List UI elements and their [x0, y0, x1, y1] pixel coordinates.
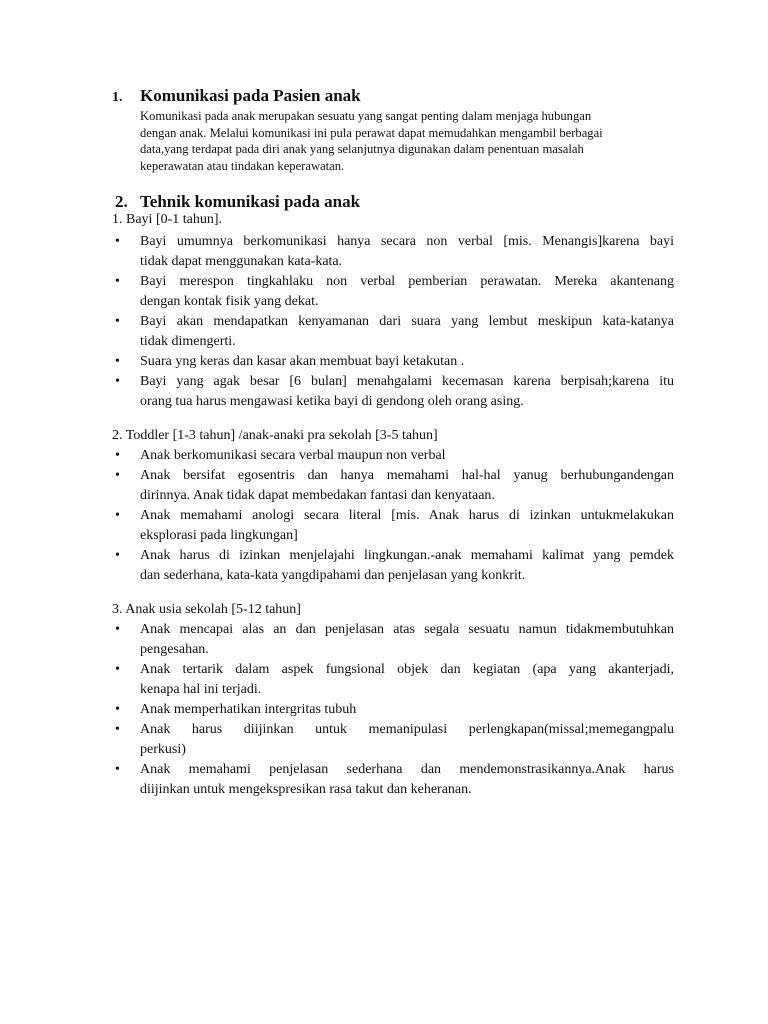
list-item-line: dirinnya. Anak tidak dapat membedakan fantasi dan kenyataan. — [140, 488, 495, 503]
list-item-line: tidak dapat menggunakan kata-kata. — [140, 254, 343, 269]
bullet-icon: • — [115, 354, 120, 369]
section-1-paragraph — [140, 108, 680, 174]
bullet-icon: • — [115, 508, 120, 523]
list-usia-sekolah — [112, 620, 674, 800]
group-heading-toddler: 2. Toddler [1-3 tahun] /anak-anaki pra sekolah [3-5 tahun] — [112, 428, 438, 443]
list-item — [112, 760, 674, 800]
bullet-icon: • — [115, 448, 120, 463]
list-item-line: Anak harus di izinkan menjelajahi lingkungan.-anak memahami kalimat yang pemdek — [140, 548, 674, 563]
bullet-icon: • — [115, 314, 120, 329]
list-item-line: dan sederhana, kata-kata yangdipahami dan penjelasan yang konkrit. — [140, 568, 526, 583]
group-heading-bayi: 1. Bayi [0-1 tahun]. — [112, 212, 223, 227]
list-item-line: Anak tertarik dalam aspek fungsional objek dan kegiatan (apa yang akanterjadi, — [140, 662, 674, 677]
list-item — [112, 312, 674, 352]
list-item-line: pengesahan. — [140, 642, 209, 657]
list-item-line: eksplorasi pada lingkungan] — [140, 528, 298, 543]
list-item-line: Bayi umumnya berkomunikasi hanya secara non verbal [mis. Menangis]karena bayi — [140, 234, 674, 249]
list-item-line: tidak dimengerti. — [140, 334, 236, 349]
list-item — [112, 506, 674, 546]
paragraph-line: dengan anak. Melalui komunikasi ini pula perawat dapat memudahkan mengambil berbagai — [140, 125, 603, 140]
list-item-line: Anak mencapai alas an dan penjelasan atas segala sesuatu namun tidakmembutuhkan — [140, 622, 674, 637]
list-item-line: diijinkan untuk mengekspresikan rasa takut dan keheranan. — [140, 782, 472, 797]
list-item-line: Bayi yang agak besar [6 bulan] menahgalami kecemasan karena berpisah;karena itu — [140, 374, 674, 389]
list-toddler — [112, 446, 674, 586]
group-heading-usia-sekolah: 3. Anak usia sekolah [5-12 tahun] — [112, 602, 301, 617]
list-item-line: Anak memahami penjelasan sederhana dan mendemonstrasikannya.Anak harus — [140, 762, 674, 777]
section-1-title: Komunikasi pada Pasien anak — [140, 86, 361, 105]
section-1-number: 1. — [112, 90, 123, 105]
bullet-icon: • — [115, 702, 120, 717]
list-item-line: Bayi merespon tingkahlaku non verbal pemberian perawatan. Mereka akantenang — [140, 274, 674, 289]
bullet-icon: • — [115, 468, 120, 483]
bullet-icon: • — [115, 662, 120, 677]
bullet-icon: • — [115, 762, 120, 777]
paragraph-line: data,yang terdapat pada diri anak yang selanjutnya digunakan dalam penentuan masalah — [140, 142, 584, 157]
section-1-heading — [112, 86, 361, 106]
list-item — [112, 352, 674, 372]
list-item-line: Anak harus diijinkan untuk memanipulasi perlengkapan(missal;memegangpalu — [140, 722, 674, 737]
section-2-number: 2. — [115, 192, 128, 211]
bullet-icon: • — [115, 622, 120, 637]
bullet-icon: • — [115, 234, 120, 249]
list-item-line: Anak berkomunikasi secara verbal maupun non verbal — [140, 448, 446, 463]
list-bayi — [112, 232, 674, 412]
list-item — [112, 466, 674, 506]
list-item-line: Anak memahami anologi secara literal [mis. Anak harus di izinkan untukmelakukan — [140, 508, 674, 523]
list-item-line: Anak bersifat egosentris dan hanya memahami hal-hal yanug berhubungandengan — [140, 468, 674, 483]
list-item-line: dengan kontak fisik yang dekat. — [140, 294, 319, 309]
list-item-line: Bayi akan mendapatkan kenyamanan dari suara yang lembut meskipun kata-katanya — [140, 314, 674, 329]
list-item — [112, 720, 674, 760]
section-2-heading — [115, 192, 360, 212]
paragraph-line: Komunikasi pada anak merupakan sesuatu yang sangat penting dalam menjaga hubungan — [140, 109, 592, 123]
list-item — [112, 232, 674, 272]
list-item-line: Anak memperhatikan intergritas tubuh — [140, 702, 357, 717]
bullet-icon: • — [115, 548, 120, 563]
list-item — [112, 620, 674, 660]
list-item — [112, 372, 674, 412]
bullet-icon: • — [115, 374, 120, 389]
paragraph-line: keperawatan atau tindakan keperawatan. — [140, 158, 345, 173]
list-item — [112, 700, 674, 720]
list-item — [112, 272, 674, 312]
list-item-line: Suara yng keras dan kasar akan membuat bayi ketakutan . — [140, 354, 465, 369]
list-item — [112, 446, 674, 466]
bullet-icon: • — [115, 274, 120, 289]
section-2-title: Tehnik komunikasi pada anak — [140, 192, 361, 211]
list-item-line: perkusi) — [140, 742, 186, 757]
list-item-line: kenapa hal ini terjadi. — [140, 682, 262, 697]
bullet-icon: • — [115, 722, 120, 737]
list-item — [112, 546, 674, 586]
list-item-line: orang tua harus mengawasi ketika bayi di gendong oleh orang asing. — [140, 394, 524, 409]
list-item — [112, 660, 674, 700]
